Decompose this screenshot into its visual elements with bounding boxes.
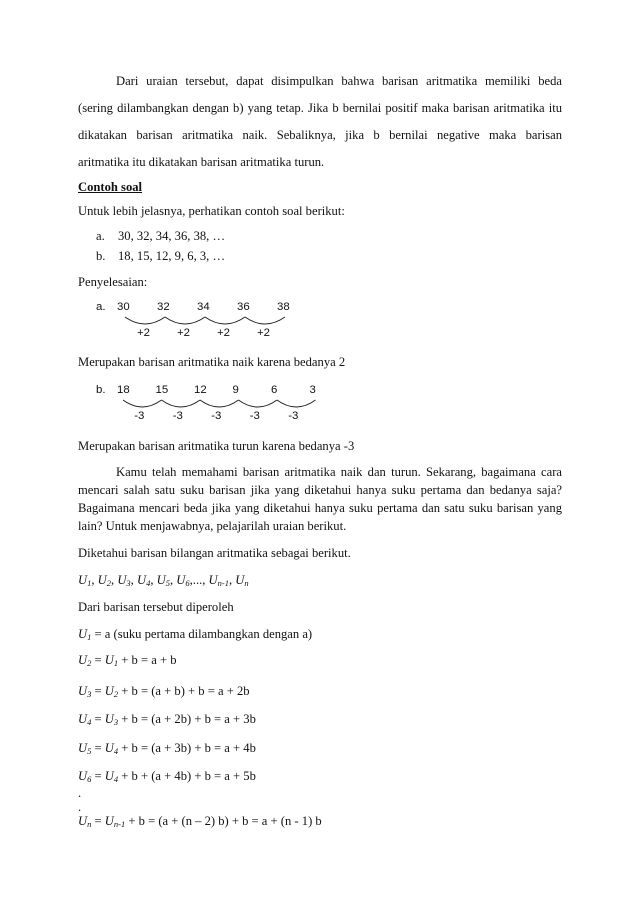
diagram-b-label: b.	[96, 384, 106, 396]
sequence-separator: ,	[91, 573, 98, 587]
formula-1: $U_1 = a$ (suku pertama dilambangkan dengan a)	[78, 627, 313, 642]
formula-5: $U_5 = U_4 + b = (a + 3b) + b = a + 4b$	[78, 741, 256, 756]
diagram-b-arc-2	[162, 400, 201, 407]
diagram-b-diff-2: -3	[172, 410, 183, 422]
solution-label: Penyelesaian:	[78, 275, 148, 289]
diagram-b-arc-3	[200, 400, 239, 407]
diagram-a-term-1: 30	[117, 301, 130, 313]
formula-7: $U_n = U_{n-1} + b = (a + (n - 2) b) + b = a + (n - 1)$ b	[78, 814, 322, 829]
sequence-separator: ,...,	[189, 573, 209, 587]
sequence-term-8: $U_n$	[235, 573, 249, 588]
sequence-term-5: $U_5$	[156, 573, 170, 588]
sequence-separator: ,	[111, 573, 118, 587]
diagram-b-diff-3: -3	[211, 410, 222, 422]
diagram-b-arc-4	[239, 400, 278, 407]
sequence-term-6: $U_6$	[176, 573, 190, 588]
diagram-b-term-3: 12	[194, 384, 207, 396]
intro-line-1	[78, 74, 562, 88]
formula-2: $U_2 = U_1 + b = a + b$	[78, 653, 177, 668]
diagram-a-arc-2	[165, 317, 205, 324]
diagram-a-term-4: 36	[237, 301, 250, 313]
sequence-term-1: $U_1$	[78, 573, 92, 588]
derived-text: Dari barisan tersebut diperoleh	[78, 600, 234, 614]
diagram-a-diff-4: +2	[257, 327, 270, 339]
diagram-a-arc-4	[245, 317, 285, 324]
diagram-b-arcs	[0, 0, 1, 1]
intro-line-2: (sering dilambangkan dengan b) yang tetap. Jika b bernilai positif maka barisan aritmatika itu	[78, 101, 562, 115]
formula-5-rhs: + b = (a + 3b) + b = a + 4b	[118, 741, 256, 755]
formula-1-rhs: = a (suku pertama dilambangkan dengan a)	[91, 627, 313, 641]
formula-4: $U_4 = U_3 + b = (a + 2b) + b = a + 3b$	[78, 712, 256, 727]
diagram-a-diff-3: +2	[217, 327, 230, 339]
sequence-separator: ,	[150, 573, 157, 587]
known-text: Diketahui barisan bilangan aritmatika sebagai berikut.	[78, 546, 351, 560]
diagram-a-diff-2: +2	[177, 327, 190, 339]
diagram-b-term-4: 9	[232, 384, 239, 396]
formula-4-rhs: + b = (a + 2b) + b = a + 3b	[118, 712, 256, 726]
question-b-label: b.	[96, 249, 106, 263]
para2-line-4: lain? Untuk menjawabnya, pelajarilah uraian berikut.	[78, 519, 347, 533]
sequence-term-2: $U_2$	[97, 573, 112, 588]
diagram-b-term-1: 18	[117, 384, 130, 396]
formula-3: $U_3 = U_2 + b = (a + b) + b = a + 2b$	[78, 684, 250, 699]
diagram-b-diff-5: -3	[288, 410, 299, 422]
conclusion-b: Merupakan barisan aritmatika turun karena bedanya -3	[78, 439, 355, 453]
diagram-a-arc-1	[125, 317, 165, 324]
formula-6-rhs: + b + (a + 4b) + b = a + 5b	[118, 769, 256, 783]
sequence-separator: ,	[130, 573, 137, 587]
diagram-b-term-6: 3	[309, 384, 316, 396]
diagram-b-diff-1: -3	[134, 410, 145, 422]
diagram-b-term-5: 6	[271, 384, 278, 396]
formula-6: $U_6 = U_4 + b + (a + 4b) + b = a + 5b$	[78, 769, 256, 784]
sequence-separator: ,	[169, 573, 177, 587]
para2-line-2: mencari salah satu suku barisan jika yang diketahui hanya suku pertama dan bedanya saja?	[78, 483, 562, 497]
intro-line-4: aritmatika itu dikatakan barisan aritmatika turun.	[78, 155, 325, 169]
diagram-b-arc-1	[123, 400, 162, 407]
para2-line-3: Bagaimana mencari beda jika yang diketahui hanya suku pertama dan satu suku barisan yang	[78, 501, 562, 515]
diagram-a-term-3: 34	[197, 301, 210, 313]
para2-line-1	[78, 465, 562, 479]
sequence-term-7: $U_{n-1}$	[208, 573, 229, 588]
section-heading: Contoh soal	[78, 180, 143, 194]
sequence-line	[78, 573, 249, 587]
continuation-dot-2: .	[78, 800, 82, 814]
diagram-a-term-5: 38	[277, 301, 290, 313]
intro-line-3: dikatakan barisan aritmatika naik. Sebaliknya, jika b bernilai negative maka barisan	[78, 128, 562, 142]
prompt-text: Untuk lebih jelasnya, perhatikan contoh soal berikut:	[78, 204, 345, 218]
question-b-text: 18, 15, 12, 9, 6, 3, …	[118, 249, 226, 263]
question-a-text: 30, 32, 34, 36, 38, …	[118, 229, 226, 243]
diagram-b-arc-5	[277, 400, 316, 407]
diagram-a-term-2: 32	[157, 301, 170, 313]
sequence-separator: ,	[228, 573, 236, 587]
sequence-term-4: $U_4$	[136, 573, 151, 588]
diagram-b-term-2: 15	[155, 384, 169, 396]
intro-text-1: Dari uraian tersebut, dapat disimpulkan bahwa barisan aritmatika memiliki beda	[116, 74, 562, 88]
para2-text-1: Kamu telah memahami barisan aritmatika naik dan turun. Sekarang, bagaimana cara	[116, 465, 562, 479]
sequence-term-3: $U_3$	[117, 573, 131, 588]
formula-2-rhs: + b = a + b	[118, 653, 177, 667]
question-a	[96, 229, 226, 243]
diagram-a-label: a.	[96, 301, 106, 313]
question-a-label: a.	[96, 229, 105, 243]
formula-3-rhs: + b = (a + b) + b = a + 2b	[118, 684, 250, 698]
diagram-a-diff-1: +2	[137, 327, 150, 339]
formula-7-rhs: + b = (a + (n – 2) b) + b = a + (n - 1) b	[125, 814, 322, 828]
diagram-a-arc-3	[205, 317, 245, 324]
diagram-b-diff-4: -3	[249, 410, 260, 422]
question-b	[96, 249, 226, 263]
conclusion-a: Merupakan barisan aritmatika naik karena bedanya 2	[78, 355, 346, 369]
continuation-dot-1: .	[78, 786, 82, 800]
